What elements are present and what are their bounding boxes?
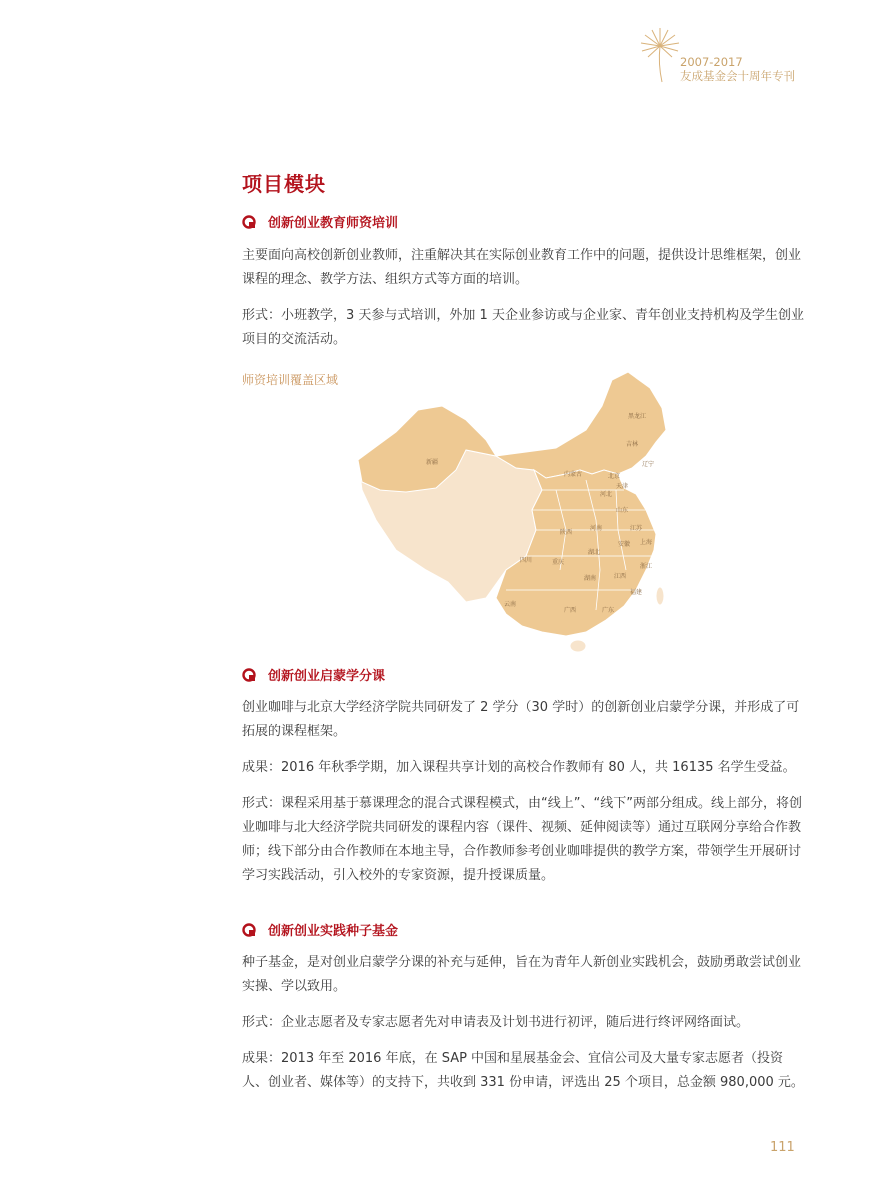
province-label: 河北 [600,491,613,498]
province-label: 新疆 [426,459,439,466]
page-number: 111 [770,1140,795,1155]
speech-bubble-icon [242,215,256,229]
map-region-north [496,372,666,478]
province-label: 陕西 [560,529,573,536]
province-label: 四川 [520,557,533,564]
paragraph: 形式：企业志愿者及专家志愿者先对申请表及计划书进行初评，随后进行终评网络面试。 [242,1015,750,1030]
paragraph: 成果：2013 年至 2016 年底，在 SAP 中国和星展基金会、宜信公司及大量专家志愿者（投资人、创业者、媒体等）的支持下，共收到 331 份申请，评选出 25 个项目，总金额 980,000 元。 [242,1051,804,1090]
province-label: 天津 [616,483,629,490]
speech-bubble-icon [242,923,256,937]
china-coverage-map [356,370,686,660]
map-region-taiwan [656,587,664,605]
province-label: 浙江 [640,563,653,570]
province-label: 广西 [564,607,577,614]
province-label: 北京 [608,473,621,480]
header-text [680,55,795,83]
province-label: 江苏 [630,525,643,532]
page-title: 项目模块 [242,172,326,196]
section-heading-label: 创新创业实践种子基金 [268,924,399,939]
paragraph: 形式：小班教学，3 天参与式培训，外加 1 天企业参访或与企业家、青年创业支持机构及学生创业项目的交流活动。 [242,308,804,347]
province-label: 江西 [614,573,627,580]
paragraph: 创业咖啡与北京大学经济学院共同研发了 2 学分（30 学时）的创新创业启蒙学分课，并形成了可拓展的课程框架。 [242,700,800,739]
province-label: 黑龙江 [628,413,647,420]
province-label: 广东 [602,607,615,614]
map-region-hainan [570,640,586,652]
province-label: 湖北 [588,549,601,556]
header-subtitle: 友成基金会十周年专刊 [680,69,795,83]
province-label: 吉林 [626,441,639,448]
header-years: 2007-2017 [680,55,743,69]
province-label: 安徽 [618,541,631,548]
province-label: 湖南 [584,575,597,582]
paragraph: 种子基金，是对创业启蒙学分课的补充与延伸，旨在为青年人新创业实践机会，鼓励勇敢尝试创业实操、学以致用。 [242,955,802,994]
province-label: 内蒙古 [564,471,583,478]
province-label: 辽宁 [642,461,655,468]
paragraph: 主要面向高校创新创业教师，注重解决其在实际创业教育工作中的问题，提供设计思维框架，创业课程的理念、教学方法、组织方式等方面的培训。 [242,248,802,287]
province-label: 上海 [640,539,653,546]
speech-bubble-icon [242,668,256,682]
section-heading-credit-course [242,665,385,684]
province-label: 山东 [616,507,629,514]
province-label: 云南 [504,601,517,608]
paragraph: 形式：课程采用基于慕课理念的混合式课程模式，由“线上”、“线下”两部分组成。线上部分，将创业咖啡与北大经济学院共同研发的课程内容（课件、视频、延伸阅读等）通过互联网分享给合作教师；线下部分由合作教师在本地主导，合作教师参考创业咖啡提供的教学方案，带领学生开展研讨学习实践活动，引入校外的专家资源，提升授课质量。 [242,796,802,883]
section-heading-seed-fund [242,920,398,939]
section-heading-label: 创新创业教育师资培训 [268,216,399,231]
province-label: 河南 [590,525,603,532]
paragraph: 成果：2016 年秋季学期，加入课程共享计划的高校合作教师有 80 人，共 16135 名学生受益。 [242,760,796,775]
section-heading-teacher-training [242,212,398,231]
section-heading-label: 创新创业启蒙学分课 [268,669,386,684]
province-label: 福建 [630,589,643,596]
map-label: 师资培训覆盖区域 [242,373,339,387]
province-label: 重庆 [552,559,565,566]
